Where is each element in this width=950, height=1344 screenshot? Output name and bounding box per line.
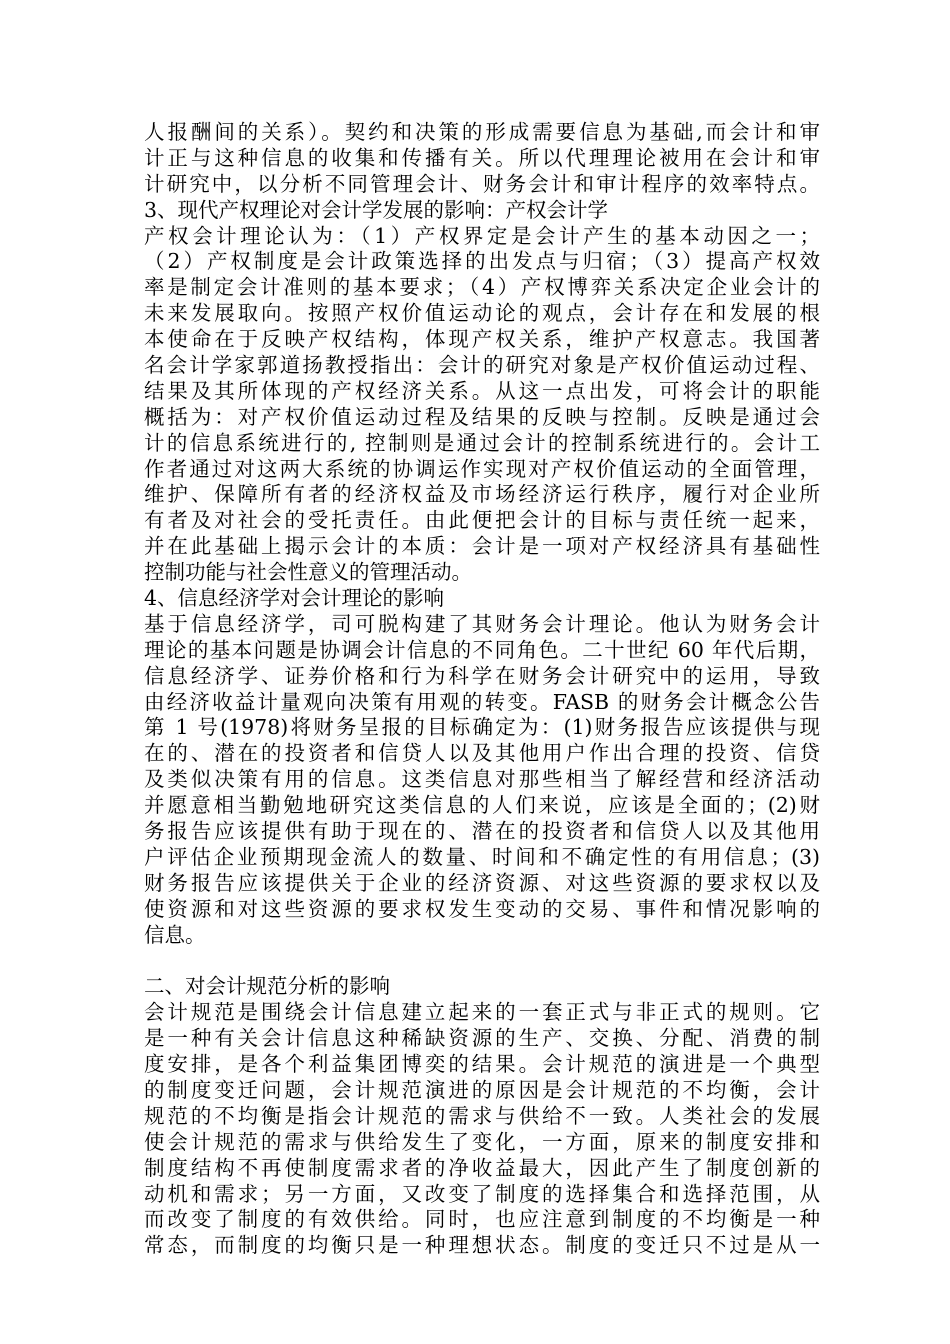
text-line: 计研究中，以分析不同管理会计、财务会计和审计程序的效率特点。 — [144, 171, 820, 196]
text-line: 二、对会计规范分析的影响 — [144, 974, 390, 999]
text-line: 人报酬间的关系）。契约和决策的形成需要信息为基础,而会计和审 — [144, 120, 820, 144]
text-line: 计正与这种信息的收集和传播有关。所以代理理论被用在会计和审 — [144, 145, 820, 170]
text-line: 的制度变迁问题，会计规范演进的原因是会计规范的不均衡，会计 — [144, 1077, 820, 1102]
text-line: 作者通过对这两大系统的协调运作实现对产权价值运动的全面管理， — [144, 456, 820, 481]
text-line: 在的、潜在的投资者和信贷人以及其他用户作出合理的投资、信贷 — [144, 741, 820, 766]
text-line: 未来发展取向。按照产权价值运动论的观点，会计存在和发展的根 — [144, 301, 820, 326]
text-line: 财务报告应该提供关于企业的经济资源、对这些资源的要求权以及 — [144, 870, 820, 895]
text-line: 概括为：对产权价值运动过程及结果的反映与控制。反映是通过会 — [144, 404, 820, 429]
text-line: 常态，而制度的均衡只是一种理想状态。制度的变迁只不过是从一 — [144, 1233, 820, 1258]
text-line: 动机和需求；另一方面，又改变了制度的选择集合和选择范围，从 — [144, 1181, 820, 1206]
text-line: 使会计规范的需求与供给发生了变化，一方面，原来的制度安排和 — [144, 1129, 820, 1154]
text-line: 理论的基本问题是协调会计信息的不同角色。二十世纪 60 年代后期， — [144, 637, 820, 662]
text-line: 信息经济学、证券价格和行为科学在财务会计研究中的运用，导致 — [144, 663, 820, 688]
text-line: 基于信息经济学，司可脱构建了其财务会计理论。他认为财务会计 — [144, 611, 820, 636]
text-line: 务报告应该提供有助于现在的、潜在的投资者和信贷人以及其他用 — [144, 819, 820, 844]
text-line: 第 1 号(1978)将财务呈报的目标确定为：(1)财务报告应该提供与现 — [144, 715, 820, 740]
text-line: 度安排，是各个利益集团博奕的结果。会计规范的演进是一个典型 — [144, 1052, 820, 1077]
text-line: 产权会计理论认为：（1）产权界定是会计产生的基本动因之一； — [144, 223, 820, 248]
text-line: 并愿意相当勤勉地研究这类信息的人们来说，应该是全面的；(2)财 — [144, 793, 820, 818]
text-line: 率是制定会计准则的基本要求；（4）产权博弈关系决定企业会计的 — [144, 275, 820, 300]
text-line: 户评估企业预期现金流人的数量、时间和不确定性的有用信息；(3) — [144, 844, 820, 869]
text-line: 规范的不均衡是指会计规范的需求与供给不一致。人类社会的发展 — [144, 1103, 820, 1128]
text-line: 维护、保障所有者的经济权益及市场经济运行秩序，履行对企业所 — [144, 482, 820, 507]
text-line: 3、现代产权理论对会计学发展的影响：产权会计学 — [144, 197, 609, 222]
text-line: （2）产权制度是会计政策选择的出发点与归宿；（3）提高产权效 — [144, 249, 820, 274]
text-line: 名会计学家郭道扬教授指出：会计的研究对象是产权价值运动过程、 — [144, 353, 820, 378]
text-line: 控制功能与社会性意义的管理活动。 — [144, 560, 472, 585]
document-page — [144, 120, 820, 1259]
blank-line — [144, 949, 820, 975]
text-line: 由经济收益计量观向决策有用观的转变。FASB 的财务会计概念公告 — [144, 689, 820, 714]
text-line: 有者及对社会的受托责任。由此便把会计的目标与责任统一起来， — [144, 508, 820, 533]
text-line: 及类似决策有用的信息。这类信息对那些相当了解经营和经济活动 — [144, 767, 820, 792]
text-line: 是一种有关会计信息这种稀缺资源的生产、交换、分配、消费的制 — [144, 1026, 820, 1051]
text-line: 结果及其所体现的产权经济关系。从这一点出发，可将会计的职能 — [144, 378, 820, 403]
text-line: 本使命在于反映产权结构，体现产权关系，维护产权意志。我国著 — [144, 327, 820, 352]
text-line: 计的信息系统进行的, 控制则是通过会计的控制系统进行的。会计工 — [144, 430, 820, 455]
text-line: 制度结构不再使制度需求者的净收益最大，因此产生了制度创新的 — [144, 1155, 820, 1180]
text-line: 会计规范是围绕会计信息建立起来的一套正式与非正式的规则。它 — [144, 1000, 820, 1025]
text-line: 4、信息经济学对会计理论的影响 — [144, 586, 445, 611]
text-line: 使资源和对这些资源的要求权发生变动的交易、事件和情况影响的 — [144, 896, 820, 921]
text-line: 而改变了制度的有效供给。同时，也应注意到制度的不均衡是一种 — [144, 1207, 820, 1232]
text-line: 并在此基础上揭示会计的本质：会计是一项对产权经济具有基础性 — [144, 534, 820, 559]
text-line: 信息。 — [144, 922, 206, 947]
